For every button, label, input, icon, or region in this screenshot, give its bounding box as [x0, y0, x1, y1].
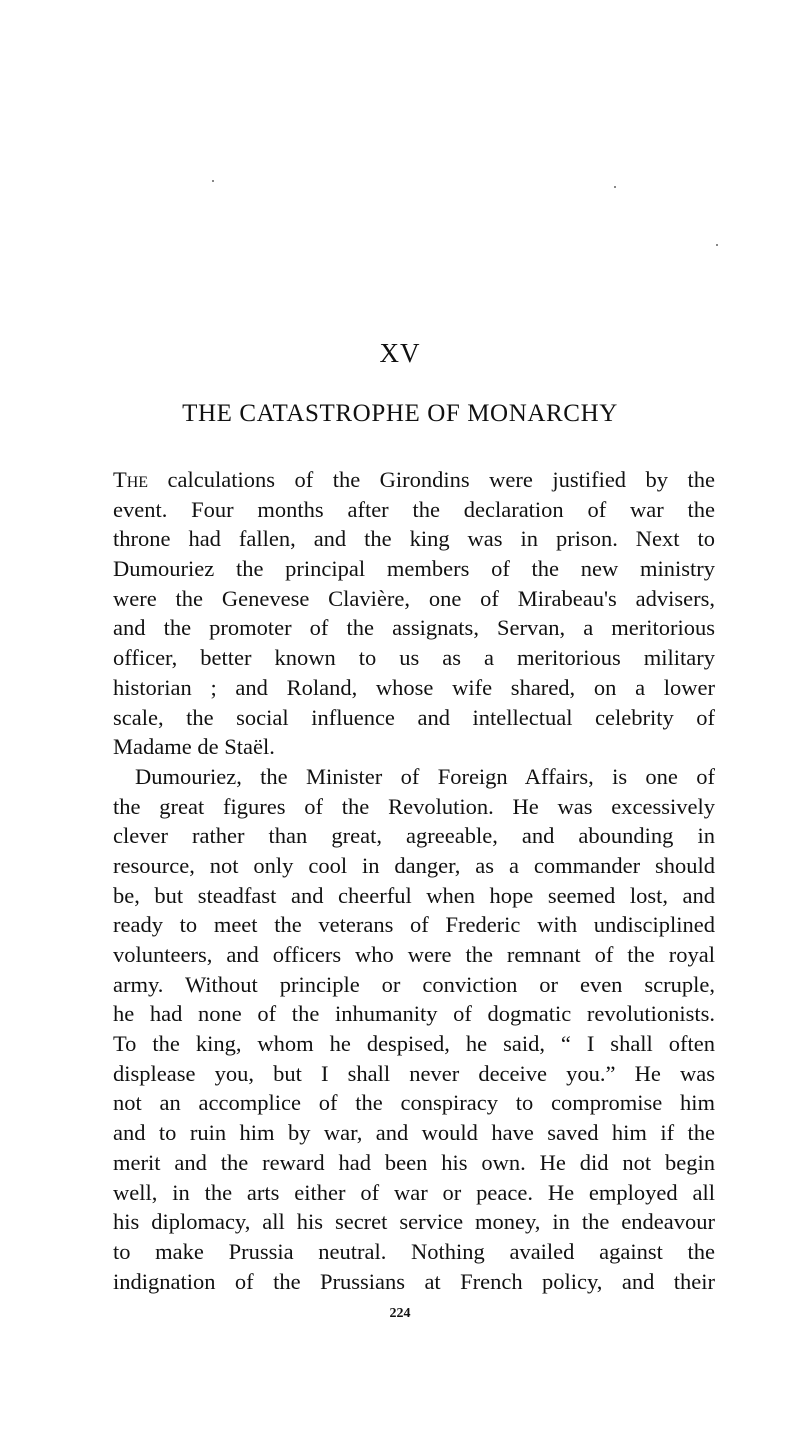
text-line: indignation of the Prussians at French policy, and their: [113, 1268, 715, 1294]
text-line: The calculations of the Girondins were justified by the: [113, 467, 715, 492]
text-line: Dumouriez, the Minister of Foreign Affairs, is one of: [135, 763, 715, 789]
text-line: to make Prussia neutral. Nothing availed against the: [113, 1238, 715, 1264]
text-line: clever rather than great, agreeable, and abounding in: [113, 823, 715, 849]
chapter-title: THE CATASTROPHE OF MONARCHY: [182, 400, 618, 427]
text-line: event. Four months after the declaration of war the: [113, 496, 715, 522]
text-line: he had none of the inhumanity of dogmatic revolutionists.: [113, 1001, 715, 1027]
text-line: were the Genevese Clavière, one of Mirabeau's advisers,: [113, 585, 715, 611]
text-line: historian ; and Roland, whose wife shared, on a lower: [113, 674, 715, 700]
text-line: well, in the arts either of war or peace. He employed all: [113, 1179, 715, 1205]
text-line: Madame de Staël.: [113, 734, 275, 760]
text-line: and to ruin him by war, and would have saved him if the: [113, 1120, 715, 1146]
scan-speck: [716, 244, 718, 246]
scan-speck: [614, 186, 616, 188]
text-line: and the promoter of the assignats, Servan, a meritorious: [113, 615, 715, 641]
text-line: displease you, but I shall never deceive you.” He was: [113, 1060, 715, 1086]
text-line: his diplomacy, all his secret service money, in the endeavour: [113, 1209, 715, 1235]
scan-speck: [212, 180, 214, 182]
text-line: volunteers, and officers who were the remnant of the royal: [113, 942, 715, 967]
chapter-number: XV: [379, 338, 421, 368]
text-line: merit and the reward had been his own. He did not begin: [113, 1149, 715, 1175]
text-line: ready to meet the veterans of Frederic with undisciplined: [113, 912, 715, 938]
text-line: Dumouriez the principal members of the new ministry: [113, 556, 715, 582]
text-line: be, but steadfast and cheerful when hope seemed lost, and: [113, 882, 715, 908]
text-line: the great figures of the Revolution. He was excessively: [113, 793, 715, 819]
text-line: throne had fallen, and the king was in prison. Next to: [113, 526, 715, 552]
text-line: officer, better known to us as a meritorious military: [113, 645, 715, 671]
body-text: [113, 465, 715, 1296]
text-line: scale, the social influence and intellectual celebrity of: [113, 704, 715, 730]
text-line: army. Without principle or conviction or even scruple,: [113, 971, 715, 997]
lead-word: The: [113, 467, 149, 492]
page-number: 224: [389, 1306, 411, 1321]
text-line: To the king, whom he despised, he said, “ I shall often: [113, 1031, 715, 1057]
text-line: resource, not only cool in danger, as a commander should: [113, 852, 715, 878]
text-line: not an accomplice of the conspiracy to compromise him: [113, 1090, 715, 1116]
